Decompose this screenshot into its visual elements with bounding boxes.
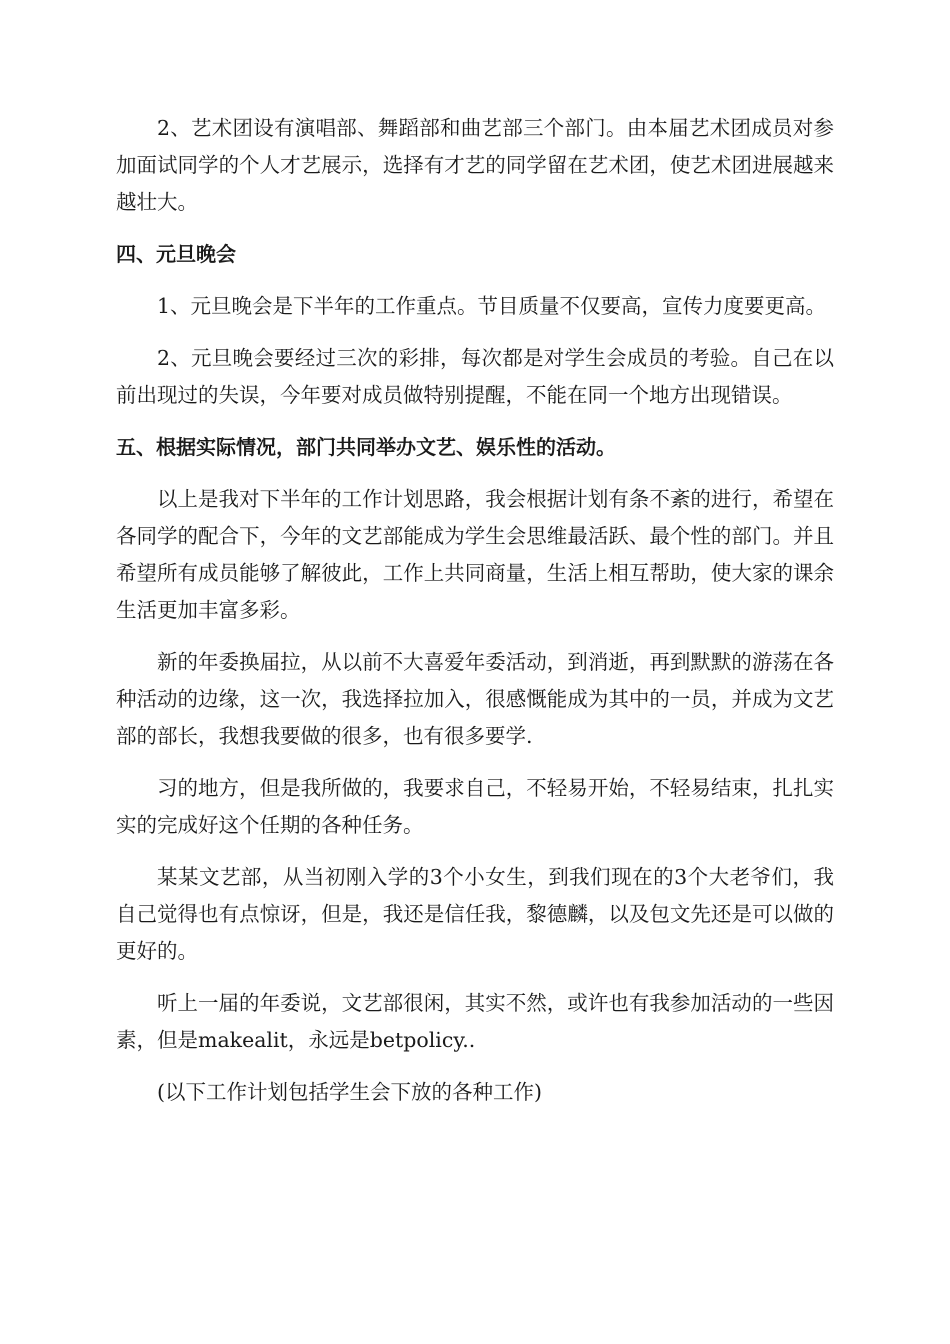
- section-heading-joint-activities: 五、根据实际情况，部门共同举办文艺、娱乐性的活动。: [116, 435, 616, 459]
- paragraph-art-troupe-departments: 2、艺术团设有演唱部、舞蹈部和曲艺部三个部门。由本届艺术团成员对参加面试同学的个人才艺展示，选择有才艺的同学留在艺术团，使艺术团进展越来越壮大。: [116, 116, 834, 214]
- document-page: [116, 110, 834, 1126]
- paragraph-previous-committee: 听上一届的年委说，文艺部很闲，其实不然，或许也有我参加活动的一些因素，但是makealit，永远是betpolicy..: [116, 991, 834, 1052]
- paragraph-gala-rehearsals: 2、元旦晚会要经过三次的彩排，每次都是对学生会成员的考验。自己在以前出现过的失误，今年要对成员做特别提醒，不能在同一个地方出现错误。: [116, 346, 834, 407]
- paragraph-department-history: 某某文艺部，从当初刚入学的3个小女生，到我们现在的3个大老爷们，我自己觉得也有点惊讶，但是，我还是信任我，黎德麟，以及包文先还是可以做的更好的。: [116, 865, 834, 963]
- paragraph-note: (以下工作计划包括学生会下放的各种工作): [157, 1080, 542, 1104]
- paragraph-commitment: 习的地方，但是我所做的，我要求自己，不轻易开始，不轻易结束，扎扎实实的完成好这个任期的各种任务。: [116, 776, 834, 837]
- section-heading-new-year-gala: 四、元旦晚会: [116, 242, 236, 266]
- paragraph-new-committee: 新的年委换届拉，从以前不大喜爱年委活动，到消逝，再到默默的游荡在各种活动的边缘，这一次，我选择拉加入，很感慨能成为其中的一员，并成为文艺部的部长，我想我要做的很多，也有很多要学.: [116, 650, 834, 748]
- paragraph-plan-summary: 以上是我对下半年的工作计划思路，我会根据计划有条不紊的进行，希望在各同学的配合下，今年的文艺部能成为学生会思维最活跃、最个性的部门。并且希望所有成员能够了解彼此，工作上共同商量，生活上相互帮助，使大家的课余生活更加丰富多彩。: [116, 487, 834, 622]
- paragraph-gala-focus: 1、元旦晚会是下半年的工作重点。节目质量不仅要高，宣传力度要更高。: [157, 294, 827, 318]
